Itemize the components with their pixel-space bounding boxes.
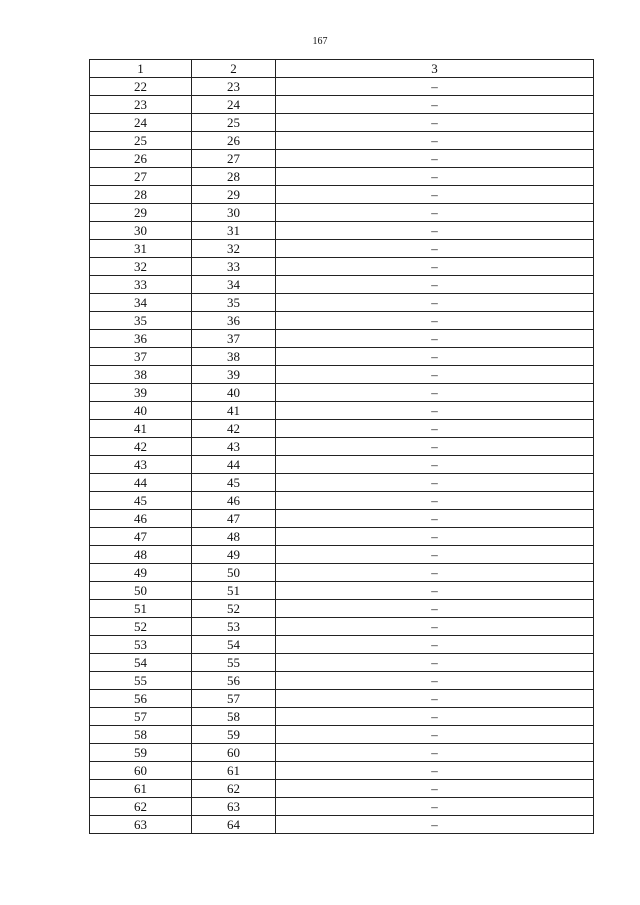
table-row xyxy=(90,366,594,384)
table-cell-col-1: 51 xyxy=(90,600,192,618)
table-cell-col-2: 63 xyxy=(192,798,276,816)
table-row xyxy=(90,240,594,258)
table-row xyxy=(90,744,594,762)
table-cell-col-1: 41 xyxy=(90,420,192,438)
table-cell-col-2: 35 xyxy=(192,294,276,312)
table-row xyxy=(90,402,594,420)
table-cell-col-1: 46 xyxy=(90,510,192,528)
table-cell-col-1: 53 xyxy=(90,636,192,654)
column-header-2: 2 xyxy=(192,60,276,78)
table-cell-col-2: 24 xyxy=(192,96,276,114)
table-cell-col-2: 55 xyxy=(192,654,276,672)
table-row xyxy=(90,438,594,456)
table-cell-col-1: 59 xyxy=(90,744,192,762)
table-cell-col-1: 31 xyxy=(90,240,192,258)
table-cell-col-1: 38 xyxy=(90,366,192,384)
column-header-1: 1 xyxy=(90,60,192,78)
table-cell-col-3: – xyxy=(276,258,594,276)
table-cell-col-1: 29 xyxy=(90,204,192,222)
table-cell-col-2: 34 xyxy=(192,276,276,294)
table-row xyxy=(90,186,594,204)
table-cell-col-1: 56 xyxy=(90,690,192,708)
table-cell-col-2: 39 xyxy=(192,366,276,384)
table-cell-col-3: – xyxy=(276,402,594,420)
table-cell-col-3: – xyxy=(276,546,594,564)
table-cell-col-3: – xyxy=(276,150,594,168)
table-cell-col-3: – xyxy=(276,492,594,510)
table-row xyxy=(90,546,594,564)
table-cell-col-1: 60 xyxy=(90,762,192,780)
table-cell-col-2: 31 xyxy=(192,222,276,240)
table-cell-col-3: – xyxy=(276,276,594,294)
table-row xyxy=(90,726,594,744)
table-row xyxy=(90,492,594,510)
table-row xyxy=(90,348,594,366)
table-cell-col-3: – xyxy=(276,816,594,834)
table-cell-col-1: 52 xyxy=(90,618,192,636)
table-row xyxy=(90,600,594,618)
table-cell-col-2: 47 xyxy=(192,510,276,528)
table-cell-col-2: 54 xyxy=(192,636,276,654)
table-cell-col-2: 51 xyxy=(192,582,276,600)
table-cell-col-1: 39 xyxy=(90,384,192,402)
table-cell-col-2: 26 xyxy=(192,132,276,150)
table-row xyxy=(90,168,594,186)
table-cell-col-2: 58 xyxy=(192,708,276,726)
table-cell-col-3: – xyxy=(276,330,594,348)
table-cell-col-2: 60 xyxy=(192,744,276,762)
table-row xyxy=(90,708,594,726)
table-cell-col-1: 58 xyxy=(90,726,192,744)
table-cell-col-3: – xyxy=(276,708,594,726)
table-cell-col-1: 28 xyxy=(90,186,192,204)
table-cell-col-1: 26 xyxy=(90,150,192,168)
table-cell-col-3: – xyxy=(276,456,594,474)
table-cell-col-3: – xyxy=(276,654,594,672)
table-cell-col-1: 23 xyxy=(90,96,192,114)
table-cell-col-3: – xyxy=(276,528,594,546)
table-cell-col-2: 29 xyxy=(192,186,276,204)
table-cell-col-3: – xyxy=(276,690,594,708)
table-row xyxy=(90,420,594,438)
table-row xyxy=(90,636,594,654)
table-cell-col-2: 48 xyxy=(192,528,276,546)
table-cell-col-1: 42 xyxy=(90,438,192,456)
table-header xyxy=(90,60,594,78)
table-cell-col-1: 47 xyxy=(90,528,192,546)
table-cell-col-3: – xyxy=(276,96,594,114)
table-cell-col-2: 40 xyxy=(192,384,276,402)
table-cell-col-3: – xyxy=(276,618,594,636)
table-row xyxy=(90,258,594,276)
table-cell-col-3: – xyxy=(276,474,594,492)
table-row xyxy=(90,150,594,168)
table-cell-col-3: – xyxy=(276,132,594,150)
table-cell-col-1: 30 xyxy=(90,222,192,240)
table-cell-col-2: 28 xyxy=(192,168,276,186)
table-row xyxy=(90,618,594,636)
table-cell-col-3: – xyxy=(276,366,594,384)
table-row xyxy=(90,474,594,492)
table-cell-col-3: – xyxy=(276,222,594,240)
table-cell-col-1: 36 xyxy=(90,330,192,348)
table-cell-col-3: – xyxy=(276,186,594,204)
table-cell-col-2: 62 xyxy=(192,780,276,798)
table-row xyxy=(90,132,594,150)
table-cell-col-1: 54 xyxy=(90,654,192,672)
table-cell-col-3: – xyxy=(276,726,594,744)
table-row xyxy=(90,330,594,348)
table-cell-col-3: – xyxy=(276,564,594,582)
table-cell-col-3: – xyxy=(276,780,594,798)
table-cell-col-1: 24 xyxy=(90,114,192,132)
table-cell-col-3: – xyxy=(276,600,594,618)
table-cell-col-1: 50 xyxy=(90,582,192,600)
table-cell-col-2: 57 xyxy=(192,690,276,708)
table-cell-col-2: 36 xyxy=(192,312,276,330)
data-table xyxy=(89,59,594,834)
table-cell-col-2: 56 xyxy=(192,672,276,690)
table-cell-col-3: – xyxy=(276,672,594,690)
table-row xyxy=(90,78,594,96)
table-cell-col-1: 61 xyxy=(90,780,192,798)
table-row xyxy=(90,294,594,312)
table-cell-col-3: – xyxy=(276,168,594,186)
table-cell-col-2: 45 xyxy=(192,474,276,492)
table-cell-col-1: 40 xyxy=(90,402,192,420)
table-cell-col-2: 49 xyxy=(192,546,276,564)
table-cell-col-2: 38 xyxy=(192,348,276,366)
table-cell-col-2: 37 xyxy=(192,330,276,348)
table-cell-col-1: 25 xyxy=(90,132,192,150)
table-cell-col-1: 49 xyxy=(90,564,192,582)
table-cell-col-1: 34 xyxy=(90,294,192,312)
table-cell-col-1: 37 xyxy=(90,348,192,366)
table-cell-col-3: – xyxy=(276,348,594,366)
table-cell-col-2: 53 xyxy=(192,618,276,636)
table-cell-col-2: 59 xyxy=(192,726,276,744)
table-row xyxy=(90,798,594,816)
table-cell-col-3: – xyxy=(276,312,594,330)
table-cell-col-2: 64 xyxy=(192,816,276,834)
table-row xyxy=(90,510,594,528)
table-cell-col-3: – xyxy=(276,438,594,456)
table-row xyxy=(90,204,594,222)
table-row xyxy=(90,654,594,672)
table-cell-col-1: 57 xyxy=(90,708,192,726)
table-cell-col-2: 33 xyxy=(192,258,276,276)
table-body xyxy=(90,78,594,834)
table-row xyxy=(90,582,594,600)
table-cell-col-3: – xyxy=(276,762,594,780)
table-cell-col-3: – xyxy=(276,744,594,762)
table-cell-col-2: 61 xyxy=(192,762,276,780)
table-cell-col-3: – xyxy=(276,294,594,312)
table-cell-col-1: 35 xyxy=(90,312,192,330)
table-cell-col-1: 33 xyxy=(90,276,192,294)
table-cell-col-3: – xyxy=(276,114,594,132)
table-cell-col-2: 43 xyxy=(192,438,276,456)
table-cell-col-1: 48 xyxy=(90,546,192,564)
table-cell-col-3: – xyxy=(276,582,594,600)
table-cell-col-2: 25 xyxy=(192,114,276,132)
table-row xyxy=(90,690,594,708)
table-cell-col-2: 23 xyxy=(192,78,276,96)
table-cell-col-2: 44 xyxy=(192,456,276,474)
table-cell-col-1: 63 xyxy=(90,816,192,834)
table-cell-col-3: – xyxy=(276,510,594,528)
table-row xyxy=(90,528,594,546)
page-number: 167 xyxy=(312,36,328,47)
table-cell-col-3: – xyxy=(276,78,594,96)
table-cell-col-2: 52 xyxy=(192,600,276,618)
table-cell-col-1: 62 xyxy=(90,798,192,816)
table-row xyxy=(90,564,594,582)
table-cell-col-2: 30 xyxy=(192,204,276,222)
table-cell-col-1: 55 xyxy=(90,672,192,690)
table-row xyxy=(90,384,594,402)
table-cell-col-1: 44 xyxy=(90,474,192,492)
table-cell-col-1: 22 xyxy=(90,78,192,96)
table-row xyxy=(90,114,594,132)
table-cell-col-3: – xyxy=(276,420,594,438)
column-header-3: 3 xyxy=(276,60,594,78)
table-cell-col-1: 32 xyxy=(90,258,192,276)
table-row xyxy=(90,456,594,474)
table-cell-col-1: 43 xyxy=(90,456,192,474)
table-cell-col-2: 41 xyxy=(192,402,276,420)
table-row xyxy=(90,816,594,834)
table-cell-col-3: – xyxy=(276,798,594,816)
table-cell-col-2: 32 xyxy=(192,240,276,258)
table-cell-col-3: – xyxy=(276,384,594,402)
table-header-row xyxy=(90,60,594,78)
table-cell-col-2: 50 xyxy=(192,564,276,582)
table-row xyxy=(90,276,594,294)
table-cell-col-2: 42 xyxy=(192,420,276,438)
table-cell-col-1: 45 xyxy=(90,492,192,510)
table-row xyxy=(90,762,594,780)
table-row xyxy=(90,312,594,330)
table-row xyxy=(90,96,594,114)
table-cell-col-3: – xyxy=(276,204,594,222)
table-cell-col-1: 27 xyxy=(90,168,192,186)
table-cell-col-2: 27 xyxy=(192,150,276,168)
table-row xyxy=(90,672,594,690)
table-cell-col-3: – xyxy=(276,636,594,654)
table-cell-col-2: 46 xyxy=(192,492,276,510)
table-row xyxy=(90,780,594,798)
table-cell-col-3: – xyxy=(276,240,594,258)
table-row xyxy=(90,222,594,240)
